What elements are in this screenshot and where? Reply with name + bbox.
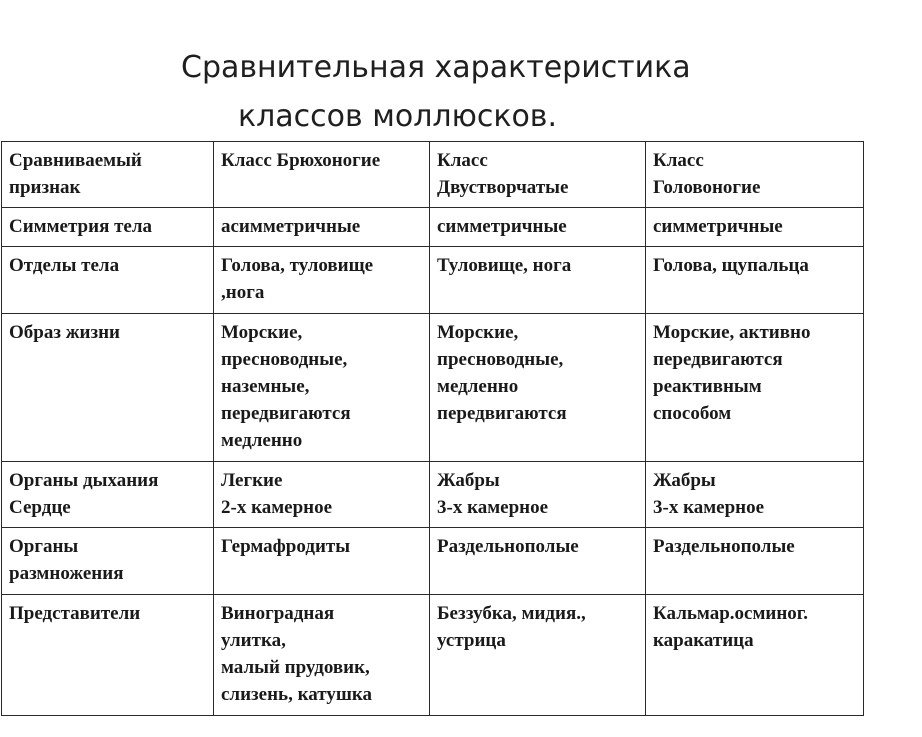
table-cell: Виноградная улитка, малый прудовик, слизень, катушка: [214, 595, 430, 716]
table-cell: Раздельнополые: [430, 528, 646, 595]
table-cell: Жабры 3-х камерное: [646, 462, 864, 528]
page-title-line-2: классов моллюсков.: [238, 99, 558, 134]
table-cell: Голова, туловище ,нога: [214, 247, 430, 314]
header-cell-gastropoda: Класс Брюхоногие: [214, 142, 430, 208]
table-row: [2, 314, 864, 462]
row-label-cell: Образ жизни: [2, 314, 214, 462]
table-row: [2, 462, 864, 528]
table-header-row: [2, 142, 864, 208]
table-row: [2, 595, 864, 716]
table-row: [2, 528, 864, 595]
table-cell: асимметричные: [214, 208, 430, 247]
row-label-cell: Отделы тела: [2, 247, 214, 314]
table-cell: Кальмар.осминог. каракатица: [646, 595, 864, 716]
header-cell-cephalopoda: Класс Головоногие: [646, 142, 864, 208]
header-cell-bivalvia: Класс Двустворчатые: [430, 142, 646, 208]
row-label-cell: Органы дыхания Сердце: [2, 462, 214, 528]
table-cell: Беззубка, мидия., устрица: [430, 595, 646, 716]
row-label-cell: Представители: [2, 595, 214, 716]
page-title-line-1: Сравнительная характеристика: [181, 50, 691, 85]
table-cell: симметричные: [646, 208, 864, 247]
table-cell: Жабры 3-х камерное: [430, 462, 646, 528]
table-cell: Легкие 2-х камерное: [214, 462, 430, 528]
table-cell: Гермафродиты: [214, 528, 430, 595]
table-cell: Морские, пресноводные, наземные, передвигаются медленно: [214, 314, 430, 462]
mollusk-comparison-table: [1, 141, 864, 716]
table-cell: Туловище, нога: [430, 247, 646, 314]
table-row: [2, 208, 864, 247]
table-cell: Морские, пресноводные, медленно передвигаются: [430, 314, 646, 462]
table-cell: симметричные: [430, 208, 646, 247]
table-cell: Морские, активно передвигаются реактивным способом: [646, 314, 864, 462]
header-cell-feature: Сравниваемый признак: [2, 142, 214, 208]
row-label-cell: Органы размножения: [2, 528, 214, 595]
row-label-cell: Симметрия тела: [2, 208, 214, 247]
table-cell: Раздельнополые: [646, 528, 864, 595]
table-cell: Голова, щупальца: [646, 247, 864, 314]
table-row: [2, 247, 864, 314]
